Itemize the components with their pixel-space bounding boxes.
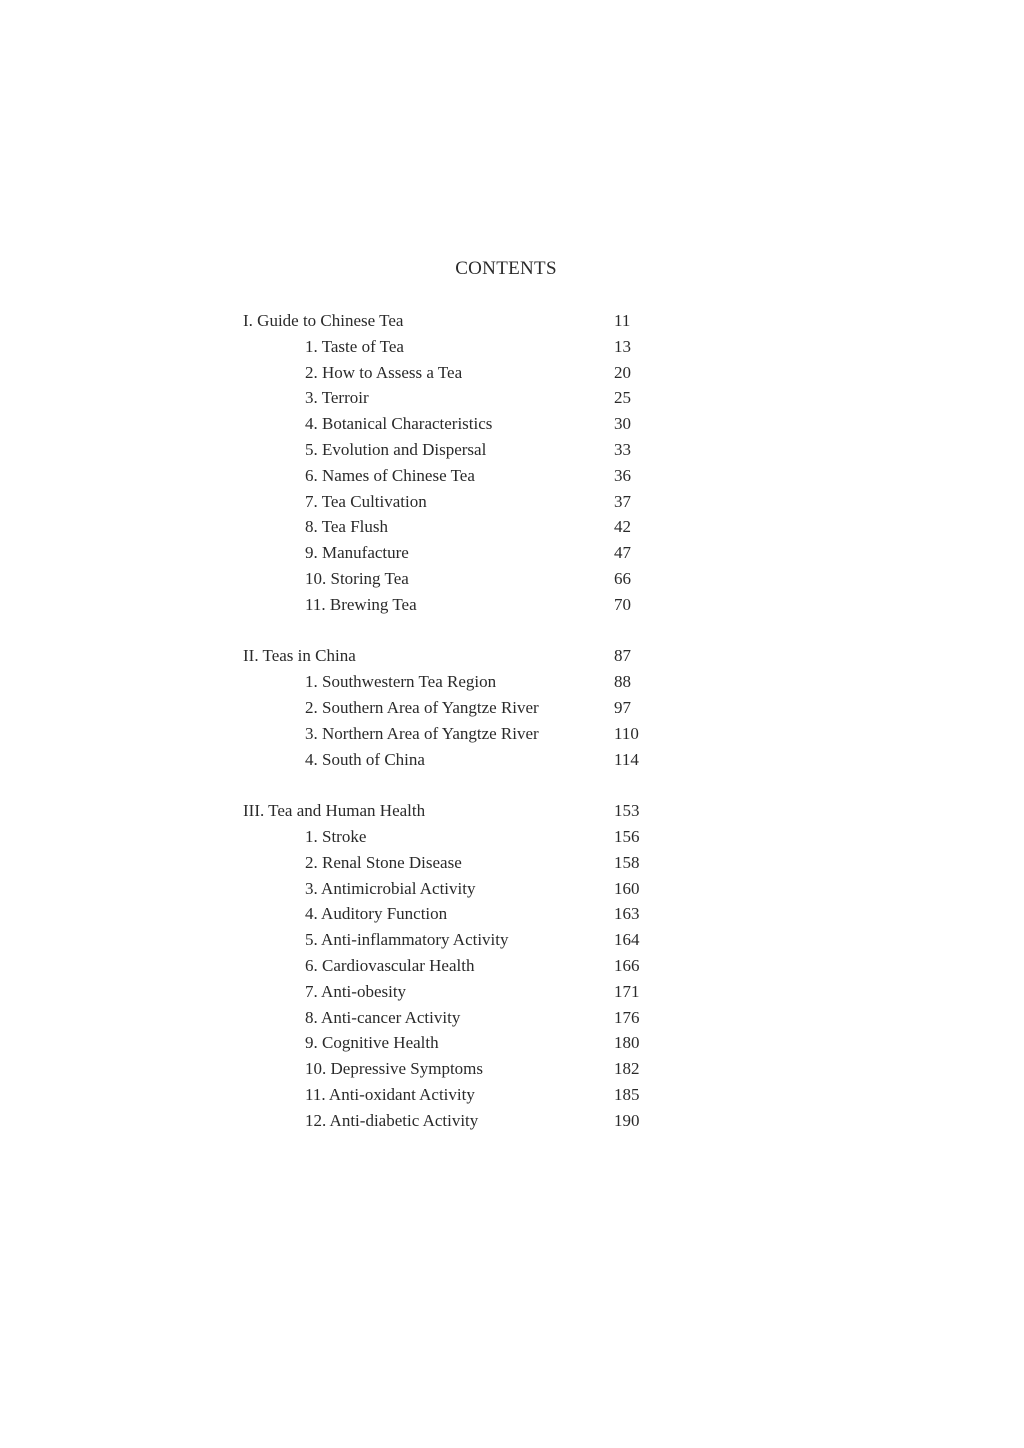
toc-page-number: 42 xyxy=(614,517,631,537)
toc-page-number: 47 xyxy=(614,543,631,563)
toc-entry[interactable] xyxy=(243,979,663,1005)
toc-page-number: 164 xyxy=(614,930,640,950)
toc-entry[interactable] xyxy=(243,566,663,592)
toc-entry-title: 3. Terroir xyxy=(305,388,369,408)
toc-section-1 xyxy=(243,308,663,618)
toc-entry-title: 9. Manufacture xyxy=(305,543,409,563)
toc-page-number: 160 xyxy=(614,878,640,898)
toc-page-number: 166 xyxy=(614,955,640,975)
toc-entry-title: 4. Auditory Function xyxy=(305,904,448,924)
toc-chapter-title: II. Teas in China xyxy=(243,646,356,666)
page-title: CONTENTS xyxy=(455,258,557,279)
toc-entry[interactable] xyxy=(243,669,663,695)
toc-entry-title: 2. How to Assess a Tea xyxy=(305,362,463,382)
toc-chapter-title: I. Guide to Chinese Tea xyxy=(243,311,404,330)
toc-page-number: 110 xyxy=(614,723,639,743)
toc-entry[interactable] xyxy=(243,334,663,360)
toc-entry[interactable] xyxy=(243,592,663,618)
toc-entry[interactable] xyxy=(243,385,663,411)
toc-entry-title: 10. Depressive Symptoms xyxy=(305,1059,484,1079)
toc-entry[interactable] xyxy=(243,695,663,721)
toc-entry-title: 4. Botanical Characteristics xyxy=(305,414,493,434)
toc-entry-title: 1. Stroke xyxy=(305,826,367,846)
toc-page-number: 176 xyxy=(614,1007,640,1027)
toc-entry[interactable] xyxy=(243,1005,663,1031)
toc-section-3 xyxy=(243,798,663,1133)
toc-page-number: 182 xyxy=(614,1059,640,1079)
toc-entry[interactable] xyxy=(243,1108,663,1134)
toc-page-number: 88 xyxy=(614,672,631,692)
table-of-contents xyxy=(243,308,663,1159)
toc-chapter-heading[interactable] xyxy=(243,643,663,669)
toc-entry[interactable] xyxy=(243,1056,663,1082)
toc-chapter-title: III. Tea and Human Health xyxy=(243,801,426,821)
toc-entry[interactable] xyxy=(243,747,663,773)
toc-entry-title: 2. Renal Stone Disease xyxy=(305,852,462,872)
toc-entry-title: 8. Tea Flush xyxy=(305,517,389,537)
toc-entry-title: 7. Anti-obesity xyxy=(305,981,407,1001)
toc-entry[interactable] xyxy=(243,1082,663,1108)
toc-page-number: 11 xyxy=(614,311,631,330)
toc-entry-title: 1. Southwestern Tea Region xyxy=(305,672,497,692)
toc-entry-title: 6. Cardiovascular Health xyxy=(305,955,475,975)
toc-entry-title: 7. Tea Cultivation xyxy=(305,491,427,511)
toc-page-number: 185 xyxy=(614,1084,640,1104)
toc-page-number: 37 xyxy=(614,491,631,511)
toc-entry-title: 4. South of China xyxy=(305,749,425,769)
toc-entry-title: 3. Antimicrobial Activity xyxy=(305,878,476,898)
toc-entry[interactable] xyxy=(243,540,663,566)
toc-entry-title: 12. Anti-diabetic Activity xyxy=(305,1110,479,1130)
toc-entry-title: 1. Taste of Tea xyxy=(305,336,404,356)
toc-entry[interactable] xyxy=(243,411,663,437)
toc-entry-title: 5. Evolution and Dispersal xyxy=(305,439,487,459)
toc-page-number: 97 xyxy=(614,697,631,717)
toc-page-number: 13 xyxy=(614,336,631,356)
toc-page-number: 171 xyxy=(614,981,640,1001)
toc-page-number: 66 xyxy=(614,568,631,588)
toc-page-number: 153 xyxy=(614,801,640,821)
toc-chapter-heading[interactable] xyxy=(243,798,663,824)
toc-page-number: 180 xyxy=(614,1033,640,1053)
toc-entry[interactable] xyxy=(243,927,663,953)
toc-page-number: 36 xyxy=(614,465,631,485)
toc-page-number: 158 xyxy=(614,852,640,872)
toc-entry-title: 11. Brewing Tea xyxy=(305,594,417,614)
toc-entry-title: 2. Southern Area of Yangtze River xyxy=(305,697,539,717)
toc-entry[interactable] xyxy=(243,360,663,386)
toc-entry-title: 10. Storing Tea xyxy=(305,568,409,588)
toc-page-number: 20 xyxy=(614,362,631,382)
toc-entry-title: 9. Cognitive Health xyxy=(305,1033,439,1053)
toc-entry-title: 6. Names of Chinese Tea xyxy=(305,465,475,485)
toc-entry[interactable] xyxy=(243,463,663,489)
toc-entry[interactable] xyxy=(243,489,663,515)
toc-entry[interactable] xyxy=(243,514,663,540)
toc-page-number: 25 xyxy=(614,388,631,408)
toc-page-number: 163 xyxy=(614,904,640,924)
toc-page-number: 33 xyxy=(614,439,631,459)
toc-entry[interactable] xyxy=(243,1030,663,1056)
toc-page-number: 70 xyxy=(614,594,631,614)
toc-entry[interactable] xyxy=(243,876,663,902)
toc-entry[interactable] xyxy=(243,901,663,927)
toc-page-number: 190 xyxy=(614,1110,640,1130)
toc-entry-title: 5. Anti-inflammatory Activity xyxy=(305,930,509,950)
toc-page-number: 114 xyxy=(614,749,639,769)
toc-entry[interactable] xyxy=(243,721,663,747)
toc-entry-title: 3. Northern Area of Yangtze River xyxy=(305,723,539,743)
toc-entry[interactable] xyxy=(243,953,663,979)
toc-entry[interactable] xyxy=(243,437,663,463)
toc-entry-title: 8. Anti-cancer Activity xyxy=(305,1007,461,1027)
toc-entry-title: 11. Anti-oxidant Activity xyxy=(305,1084,475,1104)
toc-page-number: 156 xyxy=(614,826,640,846)
toc-chapter-heading[interactable] xyxy=(243,308,663,334)
toc-entry[interactable] xyxy=(243,824,663,850)
toc-entry[interactable] xyxy=(243,850,663,876)
toc-page-number: 30 xyxy=(614,414,631,434)
toc-section-2 xyxy=(243,643,663,772)
toc-page-number: 87 xyxy=(614,646,631,666)
